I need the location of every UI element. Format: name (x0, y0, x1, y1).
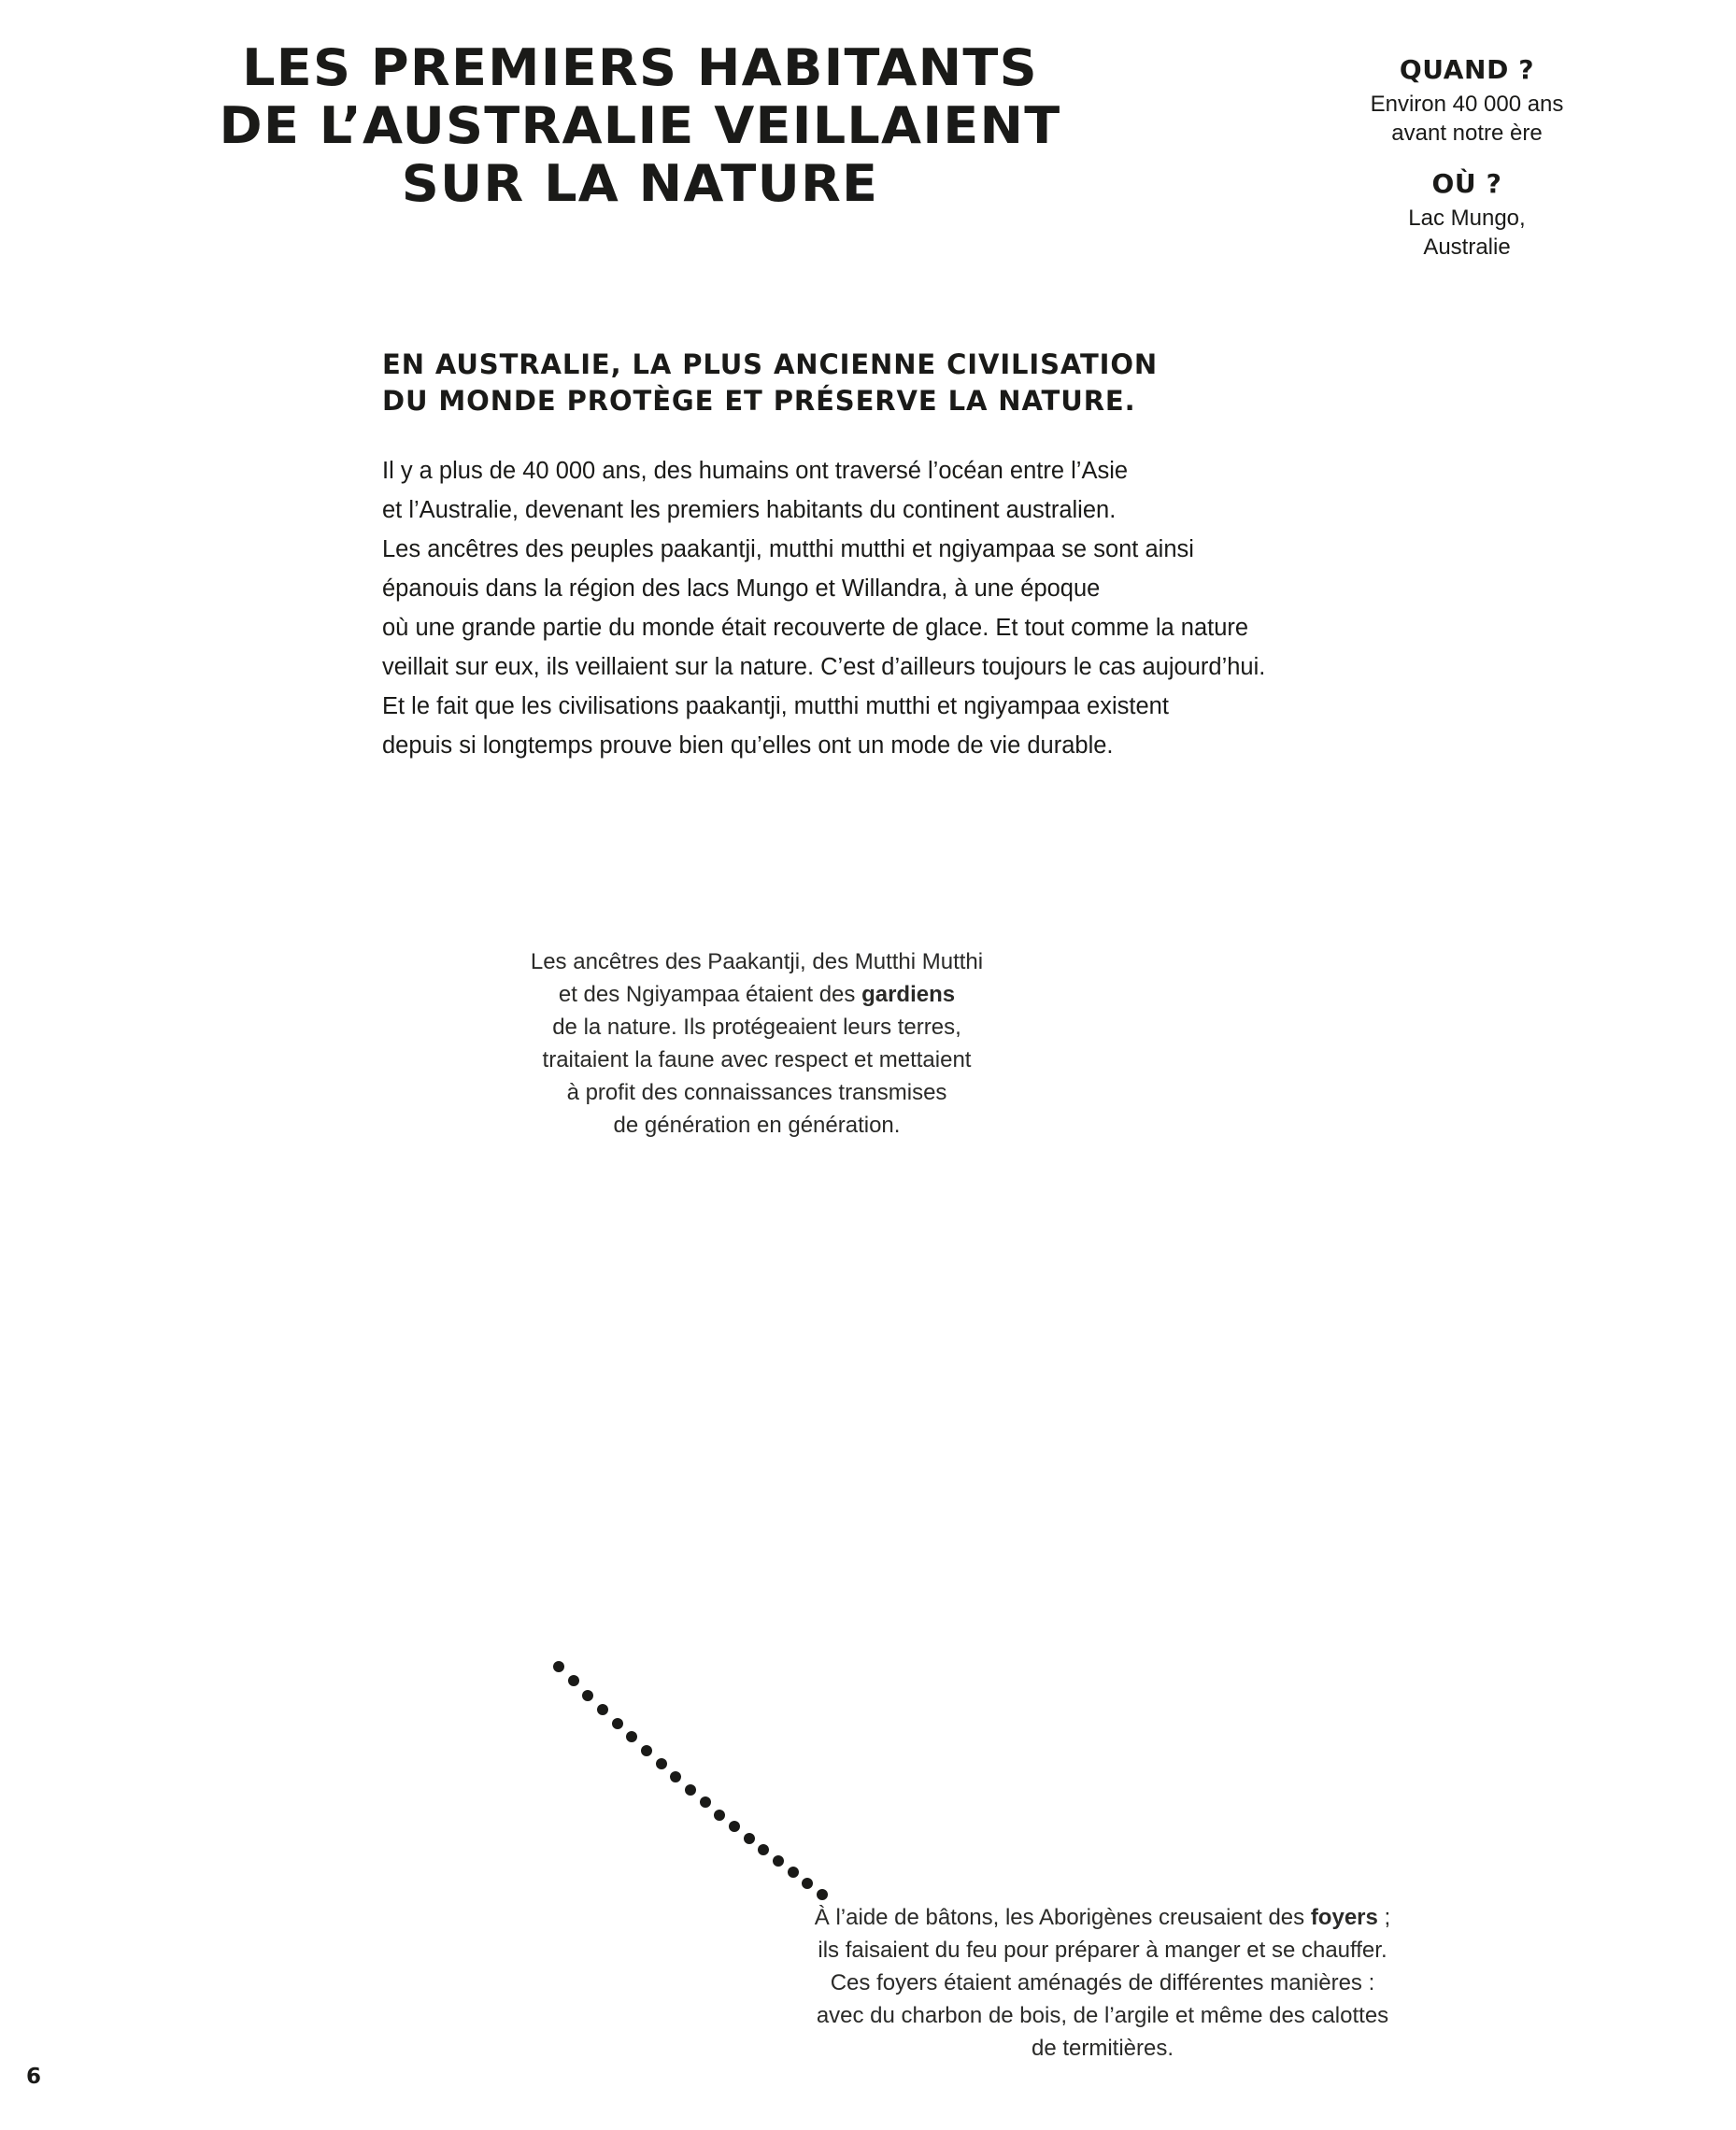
fact-when-label: QUAND ? (1399, 54, 1535, 85)
leader-dot (744, 1833, 755, 1844)
caption-hearths-text-before: À l’aide de bâtons, les Aborigènes creusaient des (814, 1905, 1311, 1930)
caption-guardians-line: à profit des connaissances transmises (566, 1080, 947, 1105)
caption-guardians-line: traitaient la faune avec respect et mettaient (542, 1047, 972, 1072)
caption-guardians-line: Les ancêtres des Paakantji, des Mutthi Mutthi (530, 949, 984, 974)
caption-guardians-line (486, 978, 1028, 1011)
fact-when (1317, 54, 1616, 148)
dotted-leader-line (542, 1644, 860, 1915)
leader-dot (553, 1661, 564, 1672)
body-line: veillait sur eux, ils veillaient sur la nature. C’est d’ailleurs toujours le cas aujourd’hui. (382, 654, 1266, 680)
body-line: depuis si longtemps prouve bien qu’elles ont un mode de vie durable. (382, 732, 1114, 759)
body-line: où une grande partie du monde était recouverte de glace. Et tout comme la nature (382, 615, 1249, 641)
caption-guardians-emphasis: gardiens (861, 982, 956, 1007)
caption-guardians-text: et des Ngiyampaa étaient des (558, 982, 862, 1007)
leader-dot (597, 1704, 608, 1715)
leader-dot (656, 1758, 667, 1769)
page-title-line-1: LES PREMIERS HABITANTS (242, 38, 1038, 97)
page-title (201, 39, 1079, 213)
leader-dot (582, 1690, 593, 1701)
fact-when-value-line-1: Environ 40 000 ans (1370, 92, 1564, 117)
leader-dot (641, 1745, 652, 1756)
fact-where-label: OÙ ? (1431, 168, 1502, 199)
fact-where-value-line-1: Lac Mungo, (1408, 206, 1526, 231)
body-paragraph (382, 451, 1391, 765)
caption-hearths (738, 1901, 1467, 2065)
body-line: Et le fait que les civilisations paakantji, mutthi mutthi et ngiyampaa existent (382, 693, 1169, 719)
fact-where-value-line-2: Australie (1423, 234, 1511, 260)
caption-guardians (486, 945, 1028, 1142)
leader-dot (817, 1889, 828, 1900)
section-subheading (382, 347, 1316, 419)
section-subheading-line-2: DU MONDE PROTÈGE ET PRÉSERVE LA NATURE. (382, 385, 1136, 417)
page-title-line-3: SUR LA NATURE (401, 154, 879, 213)
fact-when-value-line-2: avant notre ère (1391, 121, 1543, 146)
caption-hearths-line: avec du charbon de bois, de l’argile et même des calottes (816, 2003, 1389, 2028)
fact-where (1317, 168, 1616, 262)
leader-dot (626, 1731, 637, 1742)
leader-dot (670, 1771, 681, 1782)
body-line: Les ancêtres des peuples paakantji, mutthi mutthi et ngiyampaa se sont ainsi (382, 536, 1194, 562)
leader-dot (773, 1855, 784, 1867)
caption-hearths-line: ils faisaient du feu pour préparer à manger et se chauffer. (818, 1938, 1387, 1963)
fact-box (1317, 54, 1616, 262)
caption-guardians-line: de génération en génération. (613, 1113, 901, 1138)
leader-dot (612, 1718, 623, 1729)
body-line: et l’Australie, devenant les premiers habitants du continent australien. (382, 497, 1117, 523)
leader-dot (802, 1878, 813, 1889)
caption-hearths-emphasis: foyers (1310, 1905, 1378, 1930)
body-line: épanouis dans la région des lacs Mungo et Willandra, à une époque (382, 575, 1101, 602)
leader-dot (788, 1867, 799, 1878)
leader-dot (714, 1810, 725, 1821)
caption-guardians-line: de la nature. Ils protégeaient leurs terres, (552, 1015, 961, 1040)
section-subheading-line-1: EN AUSTRALIE, LA PLUS ANCIENNE CIVILISATION (382, 348, 1159, 380)
caption-hearths-line: Ces foyers étaient aménagés de différentes manières : (830, 1970, 1375, 1995)
leader-dot (700, 1796, 711, 1808)
leader-dot (758, 1844, 769, 1855)
page-title-line-2: DE L’AUSTRALIE VEILLAIENT (219, 96, 1061, 155)
body-line: Il y a plus de 40 000 ans, des humains ont traversé l’océan entre l’Asie (382, 458, 1129, 484)
page-number: 6 (26, 2065, 42, 2089)
caption-hearths-line: de termitières. (1031, 2036, 1174, 2061)
leader-dot (568, 1675, 579, 1686)
caption-hearths-text-after: ; (1377, 1905, 1391, 1930)
caption-hearths-line (738, 1901, 1467, 1934)
leader-dot (685, 1784, 696, 1796)
leader-dot (729, 1821, 740, 1832)
